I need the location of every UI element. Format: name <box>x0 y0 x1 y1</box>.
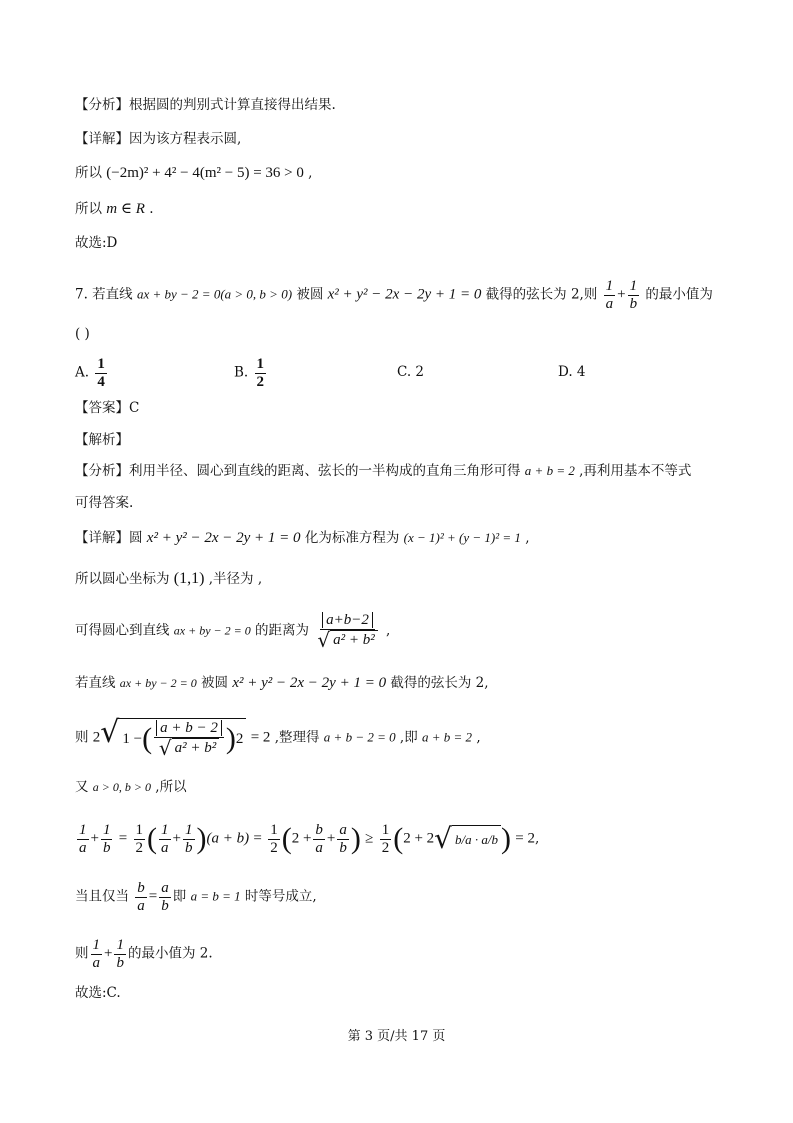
question-number: 7. 若直线 <box>75 286 133 303</box>
circle-equation: x² + y² − 2x − 2y + 1 = 0 <box>232 675 387 691</box>
analysis-2-line-2: 可得答案. <box>75 495 134 511</box>
distance-line: 可得圆心到直线 ax + by − 2 = 0 的距离为 a+b−2 √ a² + b² , <box>75 612 391 652</box>
m-in-r-expression: m ∈ R <box>106 201 145 217</box>
m-range-line: 所以 m ∈ R . <box>75 201 154 217</box>
option-c: C. 2 <box>397 364 425 380</box>
line-equation: ax + by − 2 = 0(a > 0, b > 0) <box>136 286 293 302</box>
detail-text: 【详解】因为该方程表示圆, <box>75 131 242 147</box>
answer-choice-c: 故选:C. <box>75 985 121 1001</box>
discriminant-line <box>75 163 312 183</box>
center-line: 所以圆心坐标为 (1,1) ,半径为 , <box>75 570 263 587</box>
answer-parentheses: ( ) <box>75 326 90 342</box>
line-equation: ax + by − 2 = 0 <box>173 623 251 638</box>
chord-radical: √ 1 − ( a + b − 2 √ a² + b² ) 2 <box>100 718 246 758</box>
circle-equation: x² + y² − 2x − 2y + 1 = 0 <box>146 530 301 546</box>
sum-equation: a + b = 2 <box>524 463 575 478</box>
analysis-header: 【解析】 <box>75 432 129 448</box>
standard-equation: (x − 1)² + (y − 1)² = 1 <box>403 530 521 545</box>
analysis-2-line-1: 【分析】利用半径、圆心到直线的距离、弦长的一半构成的直角三角形可得 a + b = 2 ,再利用基本不等式 <box>75 463 692 479</box>
fraction-1-over-b: $\frac{1}{b}$ <box>629 278 638 312</box>
equality-condition-line: 当且仅当 $\frac{b}{a}$ = $\frac{a}{b}$ 即 a = b = 1 时等号成立, <box>75 880 317 914</box>
option-b: B. $\frac{1}{2}$ <box>234 356 265 390</box>
so-prefix: 所以 <box>75 201 102 217</box>
positivity-line: 又 a > 0, b > 0 ,所以 <box>75 779 187 795</box>
center-coordinate: (1,1) <box>173 570 205 587</box>
punctuation: , <box>308 165 313 181</box>
so-prefix: 所以 <box>75 165 102 181</box>
inequality-line: $\frac{1}{a}$ + $\frac{1}{b}$ = $\frac{1}{2}$ ( $\frac{1}{a}$ + $\frac{1}{b}$ )(a + b) = $\frac{1}{2}$ (2 + $\frac{b}{a}$ + $\frac{a}{b}$ ) ≥ $\frac{1}{2}$ (2 + 2 √ b/a · a/b ) = 2, <box>79 822 540 856</box>
answer-choice-d: 故选:D <box>75 235 118 251</box>
answer-label: 【答案】C <box>75 400 140 416</box>
distance-fraction: a+b−2 √ a² + b² <box>315 612 379 650</box>
fraction-1-over-a: $\frac{1}{a}$ <box>605 278 614 312</box>
page-footer: 第 3 页/共 17 页 <box>347 1029 446 1044</box>
minimum-line: 则 $\frac{1}{a}$ + $\frac{1}{b}$ 的最小值为 2. <box>75 937 213 971</box>
chord-line: 若直线 ax + by − 2 = 0 被圆 x² + y² − 2x − 2y + 1 = 0 截得的弦长为 2, <box>75 675 489 691</box>
analysis-text: 【分析】根据圆的判别式计算直接得出结果. <box>75 97 336 113</box>
option-a: A. $\frac{1}{4}$ <box>75 356 105 390</box>
detail-2-line: 【详解】圆 x² + y² − 2x − 2y + 1 = 0 化为标准方程为 (x − 1)² + (y − 1)² = 1 , <box>75 530 530 546</box>
question-7-stem: 7. 若直线 ax + by − 2 = 0(a > 0, b > 0) 被圆 x² + y² − 2x − 2y + 1 = 0 截得的弦长为 2,则 $\frac{1}{a}$ + $\frac{1}{b}$ 的最小值为 <box>75 278 713 312</box>
option-d: D. 4 <box>558 364 586 380</box>
circle-equation: x² + y² − 2x − 2y + 1 = 0 <box>327 286 482 303</box>
chord-equation-line: 则 2 √ 1 − ( a + b − 2 √ a² + b² ) 2 = 2 ,整理得 a + b − 2 = 0 ,即 a + b = 2 , <box>75 715 481 760</box>
line-equation: ax + by − 2 = 0 <box>119 676 197 690</box>
discriminant-expression: (−2m)² + 4² − 4(m² − 5) = 36 > 0 <box>106 165 304 181</box>
